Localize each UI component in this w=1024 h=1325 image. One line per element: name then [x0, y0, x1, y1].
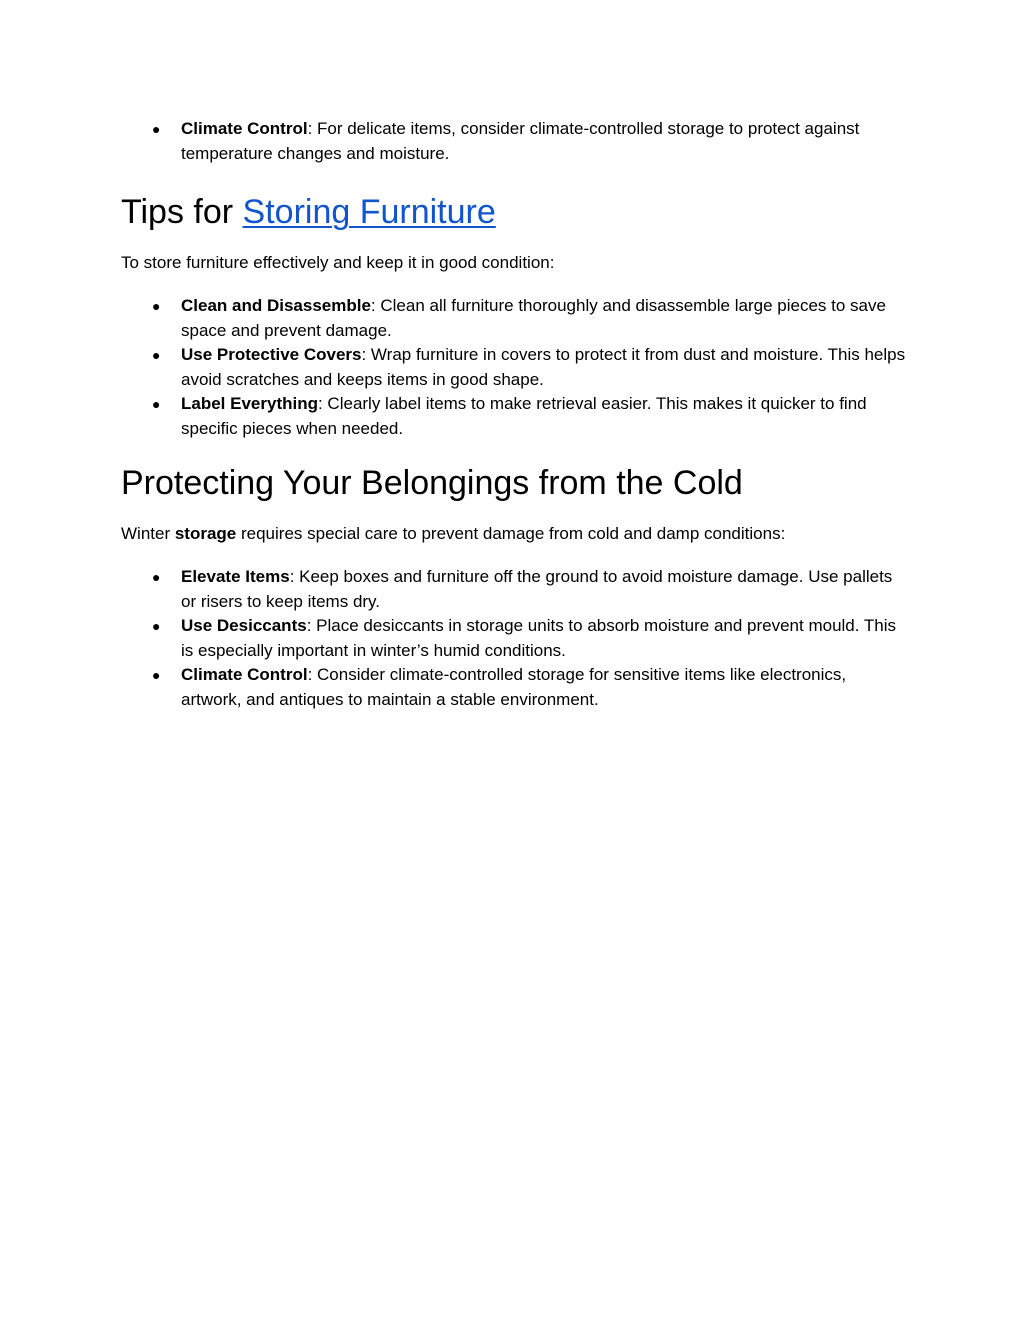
list-item-title: Clean and Disassemble: [181, 296, 371, 315]
cold-intro: [121, 522, 906, 546]
furniture-intro: To store furniture effectively and keep it in good condition:: [121, 253, 555, 272]
storing-furniture-link[interactable]: Storing Furniture: [242, 193, 496, 231]
list-item-text: : Keep boxes and furniture off the ground to avoid moisture damage. Use pallets or risers to keep items dry.: [181, 567, 893, 611]
bullet-icon: ●: [152, 667, 161, 683]
list-item-text: : Clean all furniture thoroughly and disassemble large pieces to save space and prevent damage.: [181, 296, 886, 340]
list-item-title: Use Protective Covers: [181, 345, 362, 364]
list-item-text: : Place desiccants in storage units to absorb moisture and prevent mould. This is especially important in winter’s humid conditions.: [181, 616, 897, 660]
cold-intro-after: requires special care to prevent damage from cold and damp conditions:: [236, 524, 786, 543]
list-item: [121, 565, 906, 614]
list-item: [121, 117, 906, 166]
bullet-icon: ●: [152, 347, 161, 363]
bullet-icon: ●: [152, 298, 161, 314]
list-item-title: Use Desiccants: [181, 616, 307, 635]
list-item: [121, 343, 906, 392]
bullet-icon: ●: [152, 121, 161, 137]
list-item: [121, 392, 906, 441]
list-item-text: : Consider climate-controlled storage for sensitive items like electronics, artwork, and antiques to maintain a stable environment.: [181, 665, 847, 709]
list-item-text: : Clearly label items to make retrieval easier. This makes it quicker to find specific pieces when needed.: [181, 394, 867, 438]
list-item: [121, 614, 906, 663]
list-item-title: Climate Control: [181, 665, 308, 684]
bullet-icon: ●: [152, 396, 161, 412]
bullet-list-climate: [121, 117, 906, 166]
heading-protecting-from-cold: Protecting Your Belongings from the Cold: [121, 464, 743, 502]
heading-prefix: Tips for: [121, 193, 243, 231]
list-item-title: Elevate Items: [181, 567, 290, 586]
cold-intro-before: Winter: [121, 524, 175, 543]
bullet-list-furniture: [121, 294, 906, 441]
list-item: [121, 294, 906, 343]
document-page: [121, 117, 906, 712]
list-item-text: : Wrap furniture in covers to protect it from dust and moisture. This helps avoid scratches and keeps items in good shape.: [181, 345, 906, 389]
bullet-icon: ●: [152, 618, 161, 634]
bullet-icon: ●: [152, 569, 161, 585]
list-item-title: Climate Control: [181, 119, 308, 138]
list-item-title: Label Everything: [181, 394, 318, 413]
heading-storing-furniture: [121, 192, 906, 232]
list-item: [121, 663, 906, 712]
cold-intro-bold: storage: [174, 524, 237, 543]
bullet-list-cold: [121, 565, 906, 712]
list-item-text: : For delicate items, consider climate-controlled storage to protect against temperature changes and moisture.: [181, 119, 860, 163]
